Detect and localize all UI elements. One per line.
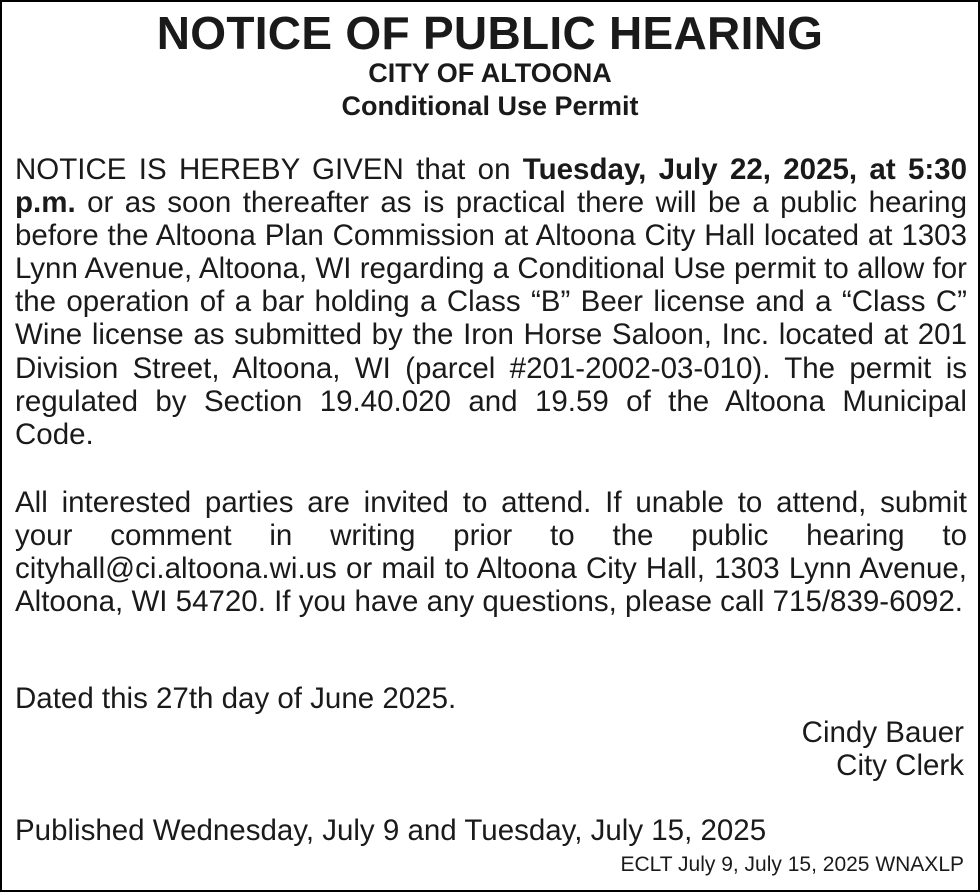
signer-name: Cindy Bauer bbox=[801, 716, 964, 749]
city-name: CITY OF ALTOONA bbox=[368, 58, 612, 88]
signer-title: City Clerk bbox=[836, 749, 964, 782]
notice-subject: Conditional Use Permit bbox=[341, 91, 639, 121]
hearing-date-time: Tuesday, July 22, 2025, at 5:30 p.m. bbox=[15, 153, 967, 220]
notice-title: NOTICE OF PUBLIC HEARING bbox=[156, 7, 824, 59]
published-dates: Published Wednesday, July 9 and Tuesday, July 15, 2025 bbox=[15, 814, 767, 847]
hearing-details: or as soon thereafter as is practical there will be a public hearing before the Altoona Plan Commission at Altoona City Hall located at 1303 Lynn Avenue, Altoona, WI regarding a Conditional Use permit to allow for the operation of a bar holding a Class “B” Beer license and a “Class C” Wine license as submitted by the Iron Horse Saloon, Inc. located at 201 Division Street, Altoona, WI (parcel #201-2002-03-010). The permit is regulated by Section 19.40.020 and 19.59 of the Altoona Municipal Code. bbox=[15, 186, 967, 451]
hearing-intro: NOTICE IS HEREBY GIVEN that on bbox=[15, 153, 523, 186]
comment-paragraph: All interested parties are invited to attend. If unable to attend, submit your comment in writing prior to the public hearing to cityhall@ci.altoona.wi.us or mail to Altoona City Hall, 1303 Lynn Avenue, Altoona, WI 54720. If you have any questions, please call 715/839-6092. bbox=[15, 486, 967, 619]
dated-line: Dated this 27th day of June 2025. bbox=[15, 682, 457, 715]
publication-code: ECLT July 9, July 15, 2025 WNAXLP bbox=[620, 853, 964, 876]
hearing-paragraph bbox=[15, 153, 967, 451]
